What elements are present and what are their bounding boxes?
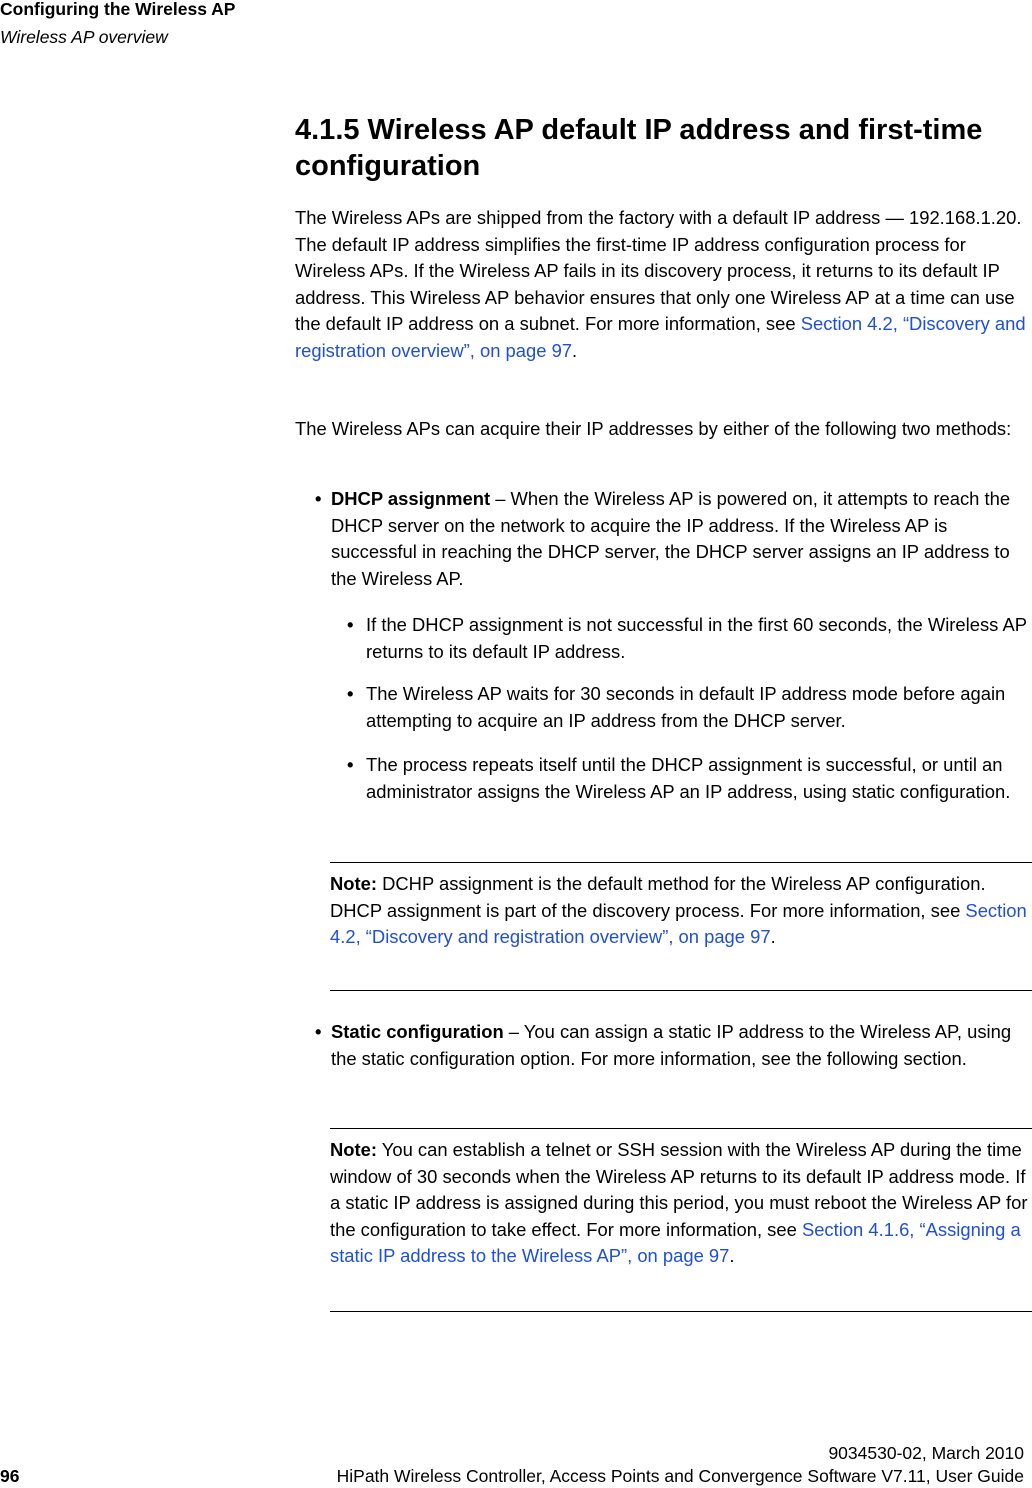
running-header-chapter: Configuring the Wireless AP [0, 0, 236, 19]
note-label: Note: [330, 1139, 377, 1160]
sub-bullet-dot: • [347, 754, 354, 775]
discovery-link[interactable]: Section 4.2, “Discovery and registration overview”, on page 97 [330, 899, 1027, 947]
note-text: DCHP assignment is the default method for the Wireless AP configuration. DHCP assignment is part of the discovery process. For more information, see [330, 873, 986, 921]
static-ip-link[interactable]: Section 4.1.6, “Assigning a static IP address to the Wireless AP”, on page 97 [330, 1218, 1021, 1266]
intro-end: . [572, 339, 578, 361]
footer-guide-title: HiPath Wireless Controller, Access Points and Convergence Software V7.11, User Guide [336, 1466, 1024, 1486]
bullet-dot: • [315, 1021, 322, 1042]
running-header-section: Wireless AP overview [0, 27, 168, 47]
note-end: . [729, 1245, 735, 1266]
footer-doc-id: 9034530-02, March 2010 [828, 1443, 1024, 1463]
bullet-dot: • [315, 488, 322, 509]
note-dhcp [330, 862, 1032, 991]
methods-paragraph: The Wireless APs can acquire their IP addresses by either of the following two methods: [295, 418, 1012, 439]
note-end: . [770, 926, 776, 947]
section-heading: 4.1.5 Wireless AP default IP address and first-time configuration [295, 114, 983, 182]
note-label: Note: [330, 873, 377, 894]
sub-bullet-text: The process repeats itself until the DHCP assignment is successful, or until an administrator assigns the Wireless AP an IP address, using static configuration. [366, 754, 1011, 802]
static-term: Static configuration [331, 1021, 504, 1042]
dhcp-text: – When the Wireless AP is powered on, it attempts to reach the DHCP server on the network to acquire the IP address. If the Wireless AP is successful in reaching the DHCP server, the DHCP server assigns an IP address to the Wireless AP. [331, 488, 1011, 589]
sub-bullet-text: If the DHCP assignment is not successful in the first 60 seconds, the Wireless AP returns to its default IP address. [366, 614, 1027, 662]
static-text: – You can assign a static IP address to the Wireless AP, using the static configuration option. For more information, see the following section. [331, 1021, 1012, 1069]
sub-bullet-dot: • [347, 683, 354, 704]
dhcp-term: DHCP assignment [331, 488, 491, 509]
intro-paragraph [295, 205, 1032, 364]
sub-bullet-dot: • [347, 614, 354, 635]
note-static [330, 1128, 1032, 1312]
footer-page-number: 96 [0, 1466, 20, 1486]
note-text: You can establish a telnet or SSH session with the Wireless AP during the time window of 30 seconds when the Wireless AP returns to its default IP address mode. If a static IP address is assigned during this period, you must reboot the Wireless AP for the configuration to take effect. For more information, see [330, 1139, 1028, 1240]
sub-bullet-text: The Wireless AP waits for 30 seconds in default IP address mode before again attempting to acquire an IP address from the DHCP server. [366, 683, 1006, 731]
intro-text: The Wireless APs are shipped from the factory with a default IP address — 192.168.1.20. The default IP address simplifies the first-time IP address configuration process for Wireless APs. If the Wireless AP fails in its discovery process, it returns to its default IP address. This Wireless AP behavior ensures that only one Wireless AP at a time can use the default IP address on a subnet. For more information, see [295, 207, 1022, 334]
discovery-link[interactable]: Section 4.2, “Discovery and registration overview”, on page 97 [295, 313, 1026, 361]
